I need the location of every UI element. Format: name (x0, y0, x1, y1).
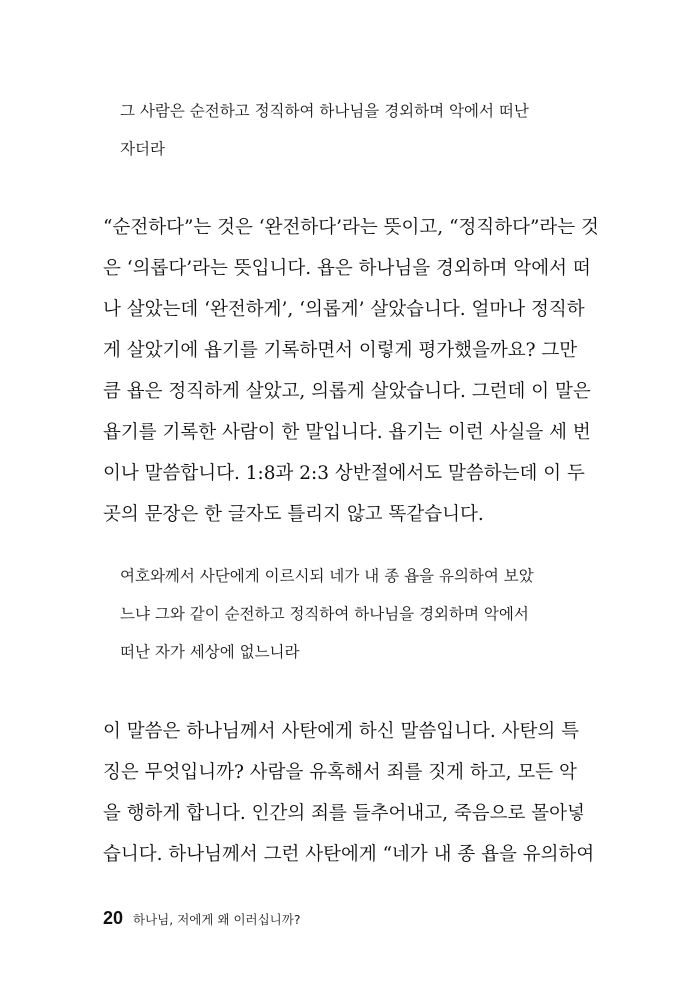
quote-line: 느냐 그와 같이 순전하고 정직하여 하나님을 경외하며 악에서 (120, 605, 529, 623)
paragraph-line: 곳의 문장은 한 글자도 틀리지 않고 똑같습니다. (103, 504, 484, 525)
paragraph-line: 을 행하게 합니다. 인간의 죄를 들추어내고, 죽음으로 몰아넣 (103, 803, 585, 824)
paragraph-line: 큼 욥은 정직하게 살았고, 의롭게 살았습니다. 그런데 이 말은 (103, 381, 591, 402)
paragraph-line: 징은 무엇입니까? 사람을 유혹해서 죄를 짓게 하고, 모든 악 (103, 762, 577, 783)
paragraph-line: 욥기를 기록한 사람이 한 말입니다. 욥기는 이런 사실을 세 번 (103, 422, 591, 443)
running-title: 하나님, 저에게 왜 이러십니까? (133, 912, 301, 927)
quote-line: 자더라 (120, 140, 165, 158)
quote-line: 떠난 자가 세상에 없느니라 (120, 643, 300, 661)
paragraph-line: 이나 말씀합니다. 1:8과 2:3 상반절에서도 말씀하는데 이 두 (103, 463, 585, 484)
paragraph-line: “순전하다”는 것은 ‘완전하다’라는 뜻이고, “정직하다”라는 것 (103, 217, 599, 238)
page-number: 20 (103, 908, 124, 928)
page-footer (103, 908, 300, 932)
quote-line: 여호와께서 사단에게 이르시되 네가 내 종 욥을 유의하여 보았 (120, 567, 534, 585)
paragraph-line: 나 살았는데 ‘완전하게’, ‘의롭게’ 살았습니다. 얼마나 정직하 (103, 299, 585, 320)
body-paragraph-2 (103, 711, 595, 875)
paragraph-line: 이 말씀은 하나님께서 사탄에게 하신 말씀입니다. 사탄의 특 (103, 721, 579, 742)
paragraph-line: 게 살았기에 욥기를 기록하면서 이렇게 평가했을까요? 그만 (103, 340, 578, 361)
quote-line: 그 사람은 순전하고 정직하여 하나님을 경외하며 악에서 떠난 (120, 102, 529, 120)
scripture-quote-1 (120, 92, 590, 168)
body-paragraph-1 (103, 207, 599, 535)
paragraph-line: 은 ‘의롭다’라는 뜻입니다. 욥은 하나님을 경외하며 악에서 떠 (103, 258, 591, 279)
scripture-quote-2 (120, 557, 590, 671)
paragraph-line: 습니다. 하나님께서 그런 사탄에게 “네가 내 종 욥을 유의하여 (103, 844, 595, 865)
